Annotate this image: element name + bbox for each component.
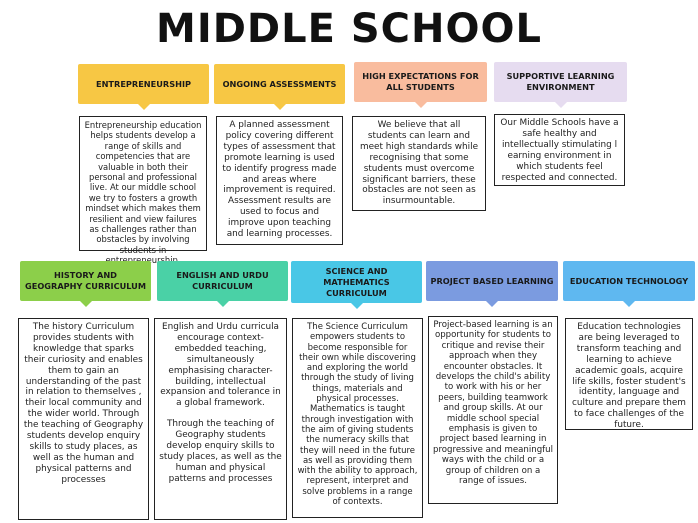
english-urdu-tag (157, 261, 288, 301)
english-urdu-label: ENGLISH AND URDU CURRICULUM (176, 270, 269, 291)
entrepreneurship-label: ENTREPRENEURSHIP (95, 78, 192, 89)
science-mathematics-label: SCIENCE AND MATHEMATICS CURRICULUM (323, 265, 390, 298)
supportive-environment-tag (494, 62, 627, 102)
supportive-environment-text: Our Middle Schools have a safe healthy and intellectually stimulating l earning environment in which students feel respected and connected. (500, 118, 619, 183)
ongoing-assessments-text: A planned assessment policy covering different types of assessment that promote learning is used to identify progress made and areas where improvement is required. Assessment results are used to focus and improve upon teaching and learning processes. (222, 120, 337, 240)
history-geography-tag (20, 261, 151, 301)
entrepreneurship-tag (78, 64, 209, 104)
ongoing-assessments-tag (214, 64, 345, 104)
high-expectations-box (352, 116, 486, 211)
science-mathematics-tag (291, 261, 422, 303)
history-geography-box (18, 318, 149, 520)
english-urdu-box (154, 318, 287, 520)
education-technology-box (565, 318, 693, 430)
high-expectations-tag (354, 62, 487, 102)
education-technology-label: EDUCATION TECHNOLOGY (569, 275, 689, 286)
high-expectations-label: HIGH EXPECTATIONS FOR ALL STUDENTS (362, 71, 479, 92)
english-urdu-text-1: English and Urdu curricula encourage context-embedded teaching, simultaneously emphasising character-building, intellectual expansion and tolerance in a global framework. (160, 322, 281, 409)
english-urdu-text-2: Through the teaching of Geography students develop enquiry skills to study places, as well as the human and physical patterns and processes (159, 419, 282, 484)
project-based-box (428, 316, 558, 504)
ongoing-assessments-label: ONGOING ASSESSMENTS (222, 78, 337, 89)
page-title: MIDDLE SCHOOL (156, 6, 542, 52)
education-technology-tag (563, 261, 695, 301)
supportive-environment-label: SUPPORTIVE LEARNING ENVIRONMENT (506, 71, 615, 92)
high-expectations-text: We believe that all students can learn and meet high standards while recognising that some students must overcome significant barriers, these obstacles are not seen as insurmountable. (359, 120, 479, 207)
history-geography-label: HISTORY AND GEOGRAPHY CURRICULUM (25, 270, 146, 291)
ongoing-assessments-box (216, 116, 343, 245)
project-based-label: PROJECT BASED LEARNING (430, 275, 554, 286)
project-based-text: Project-based learning is an opportunity for students to critique and revise their approach when they encounter obstacles. It develops the child's ability to work with his or her peers, building teamwork and group skills. At our middle school special emphasis is given to project based learning in progressive and meaningful ways with the child or a group of children on a range of issues. (433, 320, 554, 487)
science-mathematics-box (292, 318, 423, 518)
entrepreneurship-text: Entrepreneurship education helps students develop a range of skills and competencies that are valuable in both their personal and professional live. At our middle school we try to fosters a growth mindset which makes them resilient and view failures as challenges rather than obstacles by involving students in (84, 120, 202, 255)
education-technology-text: Education technologies are being leveraged to transform teaching and learning to achieve academic goals, acquire life skills, foster student's identity, language and culture and prepare them to face challenges of the future. (572, 322, 686, 431)
project-based-tag (426, 261, 558, 301)
history-geography-text: The history Curriculum provides students with knowledge that sparks their curiosity and enables them to gain an understanding of the past in relation to themselves , their local community and the wider world. Through the teaching of Geography students develop enquiry skills to study places, as well as the human and physical patterns and processes (23, 322, 144, 485)
science-mathematics-text: The Science Curriculum empowers students to become responsible for their own while discovering and exploring the world through the study of living things, materials and physical processes. Mathematics is taught through investigation with the aim of giving students the numeracy skills that they will need in the future as well as providing them with the ability to approach, represent, interpret and solve problems in a range of contexts. (297, 322, 418, 508)
supportive-environment-box (494, 114, 625, 186)
entrepreneurship-box (79, 116, 207, 255)
